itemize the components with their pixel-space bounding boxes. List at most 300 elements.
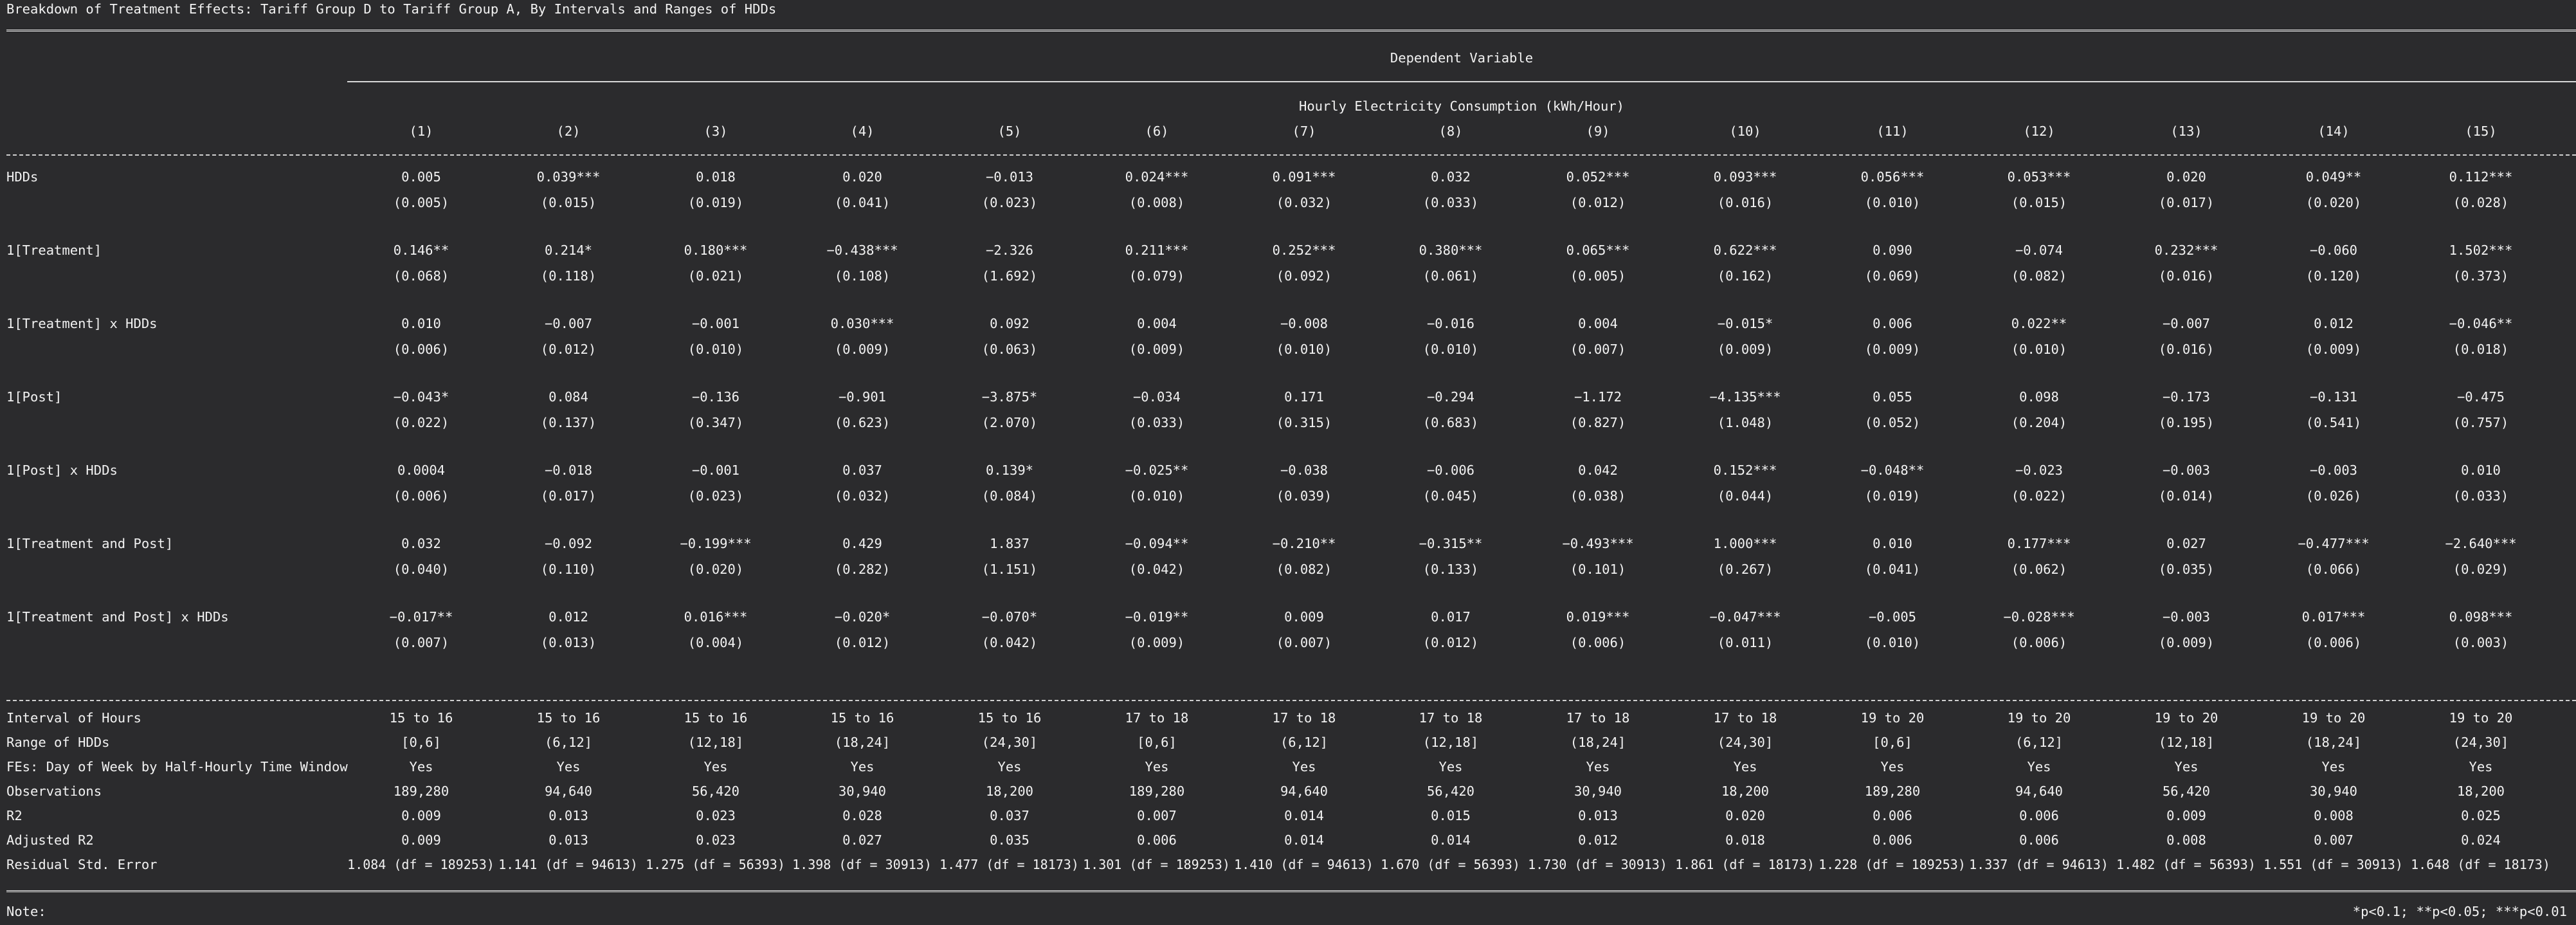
stat-value: 0.007 xyxy=(2314,832,2354,848)
stat-value: Yes xyxy=(1733,759,1757,774)
standard-error: (0.012) xyxy=(1422,635,1479,650)
coefficient-estimate: −0.060 xyxy=(2309,243,2358,258)
standard-error: (0.092) xyxy=(1276,268,1332,284)
standard-error: (0.044) xyxy=(1717,488,1773,504)
coefficient-estimate: −0.477*** xyxy=(2298,536,2370,551)
stat-value: 0.012 xyxy=(1578,832,1618,848)
coefficient-estimate: 0.010 xyxy=(2461,462,2501,478)
coefficient-estimate: 0.042 xyxy=(1578,462,1618,478)
standard-error: (0.541) xyxy=(2305,415,2362,430)
standard-error: (0.015) xyxy=(540,195,597,210)
coefficient-label: 1[Post] x HDDs xyxy=(6,462,118,478)
standard-error: (0.108) xyxy=(834,268,891,284)
stat-value: (18,24] xyxy=(1570,735,1626,750)
coefficient-estimate: 0.055 xyxy=(1873,389,1912,405)
standard-error: (0.009) xyxy=(2158,635,2215,650)
standard-error: (0.016) xyxy=(2158,268,2215,284)
standard-error: (0.018) xyxy=(2453,342,2509,357)
standard-error: (0.010) xyxy=(1422,342,1479,357)
standard-error: (0.020) xyxy=(687,562,744,577)
residual-std-error-value: 1.670 (df = 56393) xyxy=(1381,857,1520,872)
stat-label: Observations xyxy=(6,783,102,799)
stat-value: 0.014 xyxy=(1284,808,1324,823)
coefficient-estimate: 0.139* xyxy=(985,462,1034,478)
stat-value: 17 to 18 xyxy=(1713,710,1777,726)
coefficient-estimate: −0.136 xyxy=(691,389,740,405)
coefficient-estimate: 0.098 xyxy=(2019,389,2059,405)
standard-error: (0.015) xyxy=(2011,195,2067,210)
stat-value: 94,640 xyxy=(544,783,593,799)
stat-value: Yes xyxy=(997,759,1022,774)
standard-error: (0.066) xyxy=(2305,562,2362,577)
standard-error: (0.267) xyxy=(1717,562,1773,577)
standard-error: (0.007) xyxy=(393,635,449,650)
residual-std-error-value: 1.141 (df = 94613) xyxy=(498,857,638,872)
stat-value: Yes xyxy=(1292,759,1316,774)
coefficient-estimate: 0.232*** xyxy=(2154,243,2218,258)
column-number: (4) xyxy=(850,124,875,139)
header-rule xyxy=(6,154,2576,156)
stats-rule xyxy=(6,700,2576,701)
stat-value: 94,640 xyxy=(1280,783,1329,799)
stat-label: Interval of Hours xyxy=(6,710,141,726)
coefficient-estimate: −0.003 xyxy=(2162,462,2211,478)
coefficient-estimate: −0.028*** xyxy=(2003,609,2075,625)
coefficient-estimate: −0.034 xyxy=(1132,389,1181,405)
standard-error: (0.009) xyxy=(1864,342,1921,357)
stat-value: (12,18] xyxy=(2158,735,2215,750)
coefficient-estimate: 0.0004 xyxy=(397,462,446,478)
standard-error: (0.033) xyxy=(2453,488,2509,504)
standard-error: (0.019) xyxy=(687,195,744,210)
coefficient-estimate: −0.901 xyxy=(838,389,887,405)
standard-error: (0.016) xyxy=(1717,195,1773,210)
coefficient-estimate: −0.315** xyxy=(1419,536,1483,551)
standard-error: (0.010) xyxy=(1129,488,1185,504)
coefficient-label: HDDs xyxy=(6,169,39,185)
stat-value: 0.013 xyxy=(549,808,588,823)
standard-error: (0.008) xyxy=(1129,195,1185,210)
standard-error: (0.007) xyxy=(1570,342,1626,357)
stat-value: 0.006 xyxy=(1137,832,1177,848)
coefficient-estimate: −3.875* xyxy=(981,389,1038,405)
coefficient-estimate: −0.015* xyxy=(1717,316,1773,331)
coefficient-estimate: 0.180*** xyxy=(684,243,748,258)
standard-error: (0.017) xyxy=(540,488,597,504)
dependent-variable-label: Dependent Variable xyxy=(1390,50,1534,66)
stat-value: 0.027 xyxy=(842,832,882,848)
coefficient-estimate: 0.622*** xyxy=(1713,243,1777,258)
standard-error: (0.068) xyxy=(393,268,449,284)
standard-error: (0.020) xyxy=(2305,195,2362,210)
stat-value: 18,200 xyxy=(1721,783,1770,799)
coefficient-estimate: −0.016 xyxy=(1426,316,1475,331)
stat-value: 94,640 xyxy=(2015,783,2064,799)
coefficient-estimate: −0.007 xyxy=(544,316,593,331)
stat-value: 0.006 xyxy=(2019,832,2059,848)
stat-value: 56,420 xyxy=(1426,783,1475,799)
coefficient-estimate: 0.380*** xyxy=(1419,243,1483,258)
standard-error: (0.022) xyxy=(393,415,449,430)
coefficient-estimate: 0.098*** xyxy=(2449,609,2513,625)
coefficient-estimate: −0.006 xyxy=(1426,462,1475,478)
stat-label: FEs: Day of Week by Half-Hourly Time Window xyxy=(6,759,348,774)
coefficient-estimate: 0.171 xyxy=(1284,389,1324,405)
coefficient-estimate: −0.008 xyxy=(1280,316,1329,331)
stat-value: 0.028 xyxy=(842,808,882,823)
residual-std-error-value: 1.301 (df = 189253) xyxy=(1083,857,1230,872)
stat-value: 0.020 xyxy=(1725,808,1765,823)
coefficient-estimate: 0.004 xyxy=(1137,316,1177,331)
coefficient-estimate: 0.049** xyxy=(2305,169,2362,185)
coefficient-estimate: −2.640*** xyxy=(2445,536,2517,551)
coefficient-estimate: −0.173 xyxy=(2162,389,2211,405)
stat-value: 0.007 xyxy=(1137,808,1177,823)
standard-error: (0.041) xyxy=(834,195,891,210)
standard-error: (1.692) xyxy=(981,268,1038,284)
column-number: (8) xyxy=(1438,124,1463,139)
standard-error: (0.006) xyxy=(393,342,449,357)
coefficient-estimate: 0.017*** xyxy=(2301,609,2366,625)
coefficient-estimate: −0.018 xyxy=(544,462,593,478)
standard-error: (0.022) xyxy=(2011,488,2067,504)
standard-error: (0.052) xyxy=(1864,415,1921,430)
standard-error: (0.011) xyxy=(1717,635,1773,650)
coefficient-estimate: 0.252*** xyxy=(1272,243,1336,258)
stat-value: [0,6] xyxy=(1873,735,1912,750)
coefficient-estimate: 0.010 xyxy=(401,316,441,331)
stat-value: (12,18] xyxy=(687,735,744,750)
stat-value: Yes xyxy=(1880,759,1905,774)
coefficient-estimate: −0.210** xyxy=(1272,536,1336,551)
coefficient-estimate: −0.019** xyxy=(1125,609,1189,625)
stat-value: 15 to 16 xyxy=(684,710,748,726)
stat-value: 19 to 20 xyxy=(2007,710,2071,726)
standard-error: (0.039) xyxy=(1276,488,1332,504)
standard-error: (0.006) xyxy=(1570,635,1626,650)
column-number: (15) xyxy=(2465,124,2497,139)
standard-error: (0.013) xyxy=(540,635,597,650)
standard-error: (0.683) xyxy=(1422,415,1479,430)
stat-value: 189,280 xyxy=(393,783,449,799)
coefficient-estimate: 0.429 xyxy=(842,536,882,551)
stat-value: 0.009 xyxy=(401,832,441,848)
coefficient-estimate: 0.152*** xyxy=(1713,462,1777,478)
stat-value: 0.008 xyxy=(2314,808,2354,823)
standard-error: (0.118) xyxy=(540,268,597,284)
standard-error: (0.069) xyxy=(1864,268,1921,284)
coefficient-estimate: 0.027 xyxy=(2166,536,2206,551)
stat-value: 19 to 20 xyxy=(2449,710,2513,726)
coefficient-estimate: 0.056*** xyxy=(1860,169,1925,185)
standard-error: (0.347) xyxy=(687,415,744,430)
standard-error: (2.070) xyxy=(981,415,1038,430)
standard-error: (0.084) xyxy=(981,488,1038,504)
standard-error: (0.195) xyxy=(2158,415,2215,430)
stat-value: 17 to 18 xyxy=(1125,710,1189,726)
standard-error: (0.373) xyxy=(2453,268,2509,284)
standard-error: (0.040) xyxy=(393,562,449,577)
coefficient-estimate: −0.199*** xyxy=(680,536,752,551)
stat-value: 0.006 xyxy=(1873,832,1912,848)
column-number: (2) xyxy=(556,124,581,139)
coefficient-label: 1[Treatment and Post] xyxy=(6,536,174,551)
standard-error: (0.120) xyxy=(2305,268,2362,284)
standard-error: (0.757) xyxy=(2453,415,2509,430)
coefficient-estimate: −0.131 xyxy=(2309,389,2358,405)
stat-value: 0.014 xyxy=(1284,832,1324,848)
stat-value: 19 to 20 xyxy=(1860,710,1925,726)
coefficient-estimate: 0.093*** xyxy=(1713,169,1777,185)
stat-value: 0.013 xyxy=(1578,808,1618,823)
standard-error: (0.042) xyxy=(1129,562,1185,577)
coefficient-estimate: 0.211*** xyxy=(1125,243,1189,258)
stat-value: 0.009 xyxy=(2166,808,2206,823)
stat-value: Yes xyxy=(850,759,875,774)
standard-error: (0.082) xyxy=(2011,268,2067,284)
stat-value: 17 to 18 xyxy=(1419,710,1483,726)
standard-error: (0.009) xyxy=(834,342,891,357)
coefficient-estimate: −0.007 xyxy=(2162,316,2211,331)
coefficient-estimate: 1.837 xyxy=(990,536,1029,551)
standard-error: (0.006) xyxy=(2011,635,2067,650)
standard-error: (0.006) xyxy=(393,488,449,504)
standard-error: (0.061) xyxy=(1422,268,1479,284)
coefficient-estimate: −0.038 xyxy=(1280,462,1329,478)
coefficient-estimate: 0.006 xyxy=(1873,316,1912,331)
stat-value: [0,6] xyxy=(1137,735,1177,750)
standard-error: (0.007) xyxy=(1276,635,1332,650)
standard-error: (0.063) xyxy=(981,342,1038,357)
stat-value: 0.014 xyxy=(1431,832,1471,848)
stat-value: Yes xyxy=(1145,759,1169,774)
stat-value: 0.024 xyxy=(2461,832,2501,848)
standard-error: (0.023) xyxy=(687,488,744,504)
stat-value: 15 to 16 xyxy=(830,710,894,726)
standard-error: (0.010) xyxy=(2011,342,2067,357)
stat-value: 0.023 xyxy=(696,832,736,848)
column-number: (3) xyxy=(703,124,728,139)
standard-error: (0.035) xyxy=(2158,562,2215,577)
standard-error: (0.010) xyxy=(1864,635,1921,650)
coefficient-estimate: −0.001 xyxy=(691,316,740,331)
coefficient-estimate: 1.000*** xyxy=(1713,536,1777,551)
stat-value: 0.025 xyxy=(2461,808,2501,823)
coefficient-estimate: 0.019*** xyxy=(1566,609,1630,625)
standard-error: (1.048) xyxy=(1717,415,1773,430)
standard-error: (0.012) xyxy=(1570,195,1626,210)
coefficient-estimate: −0.094** xyxy=(1125,536,1189,551)
column-number: (5) xyxy=(997,124,1022,139)
stat-value: 0.037 xyxy=(990,808,1029,823)
coefficient-estimate: −0.070* xyxy=(981,609,1038,625)
coefficient-estimate: −0.013 xyxy=(985,169,1034,185)
coefficient-label: 1[Treatment] x HDDs xyxy=(6,316,158,331)
stat-value: 0.008 xyxy=(2166,832,2206,848)
stat-value: 189,280 xyxy=(1129,783,1185,799)
standard-error: (0.028) xyxy=(2453,195,2509,210)
residual-std-error-value: 1.477 (df = 18173) xyxy=(939,857,1079,872)
stat-value: (24,30] xyxy=(981,735,1038,750)
standard-error: (0.079) xyxy=(1129,268,1185,284)
coefficient-estimate: −0.003 xyxy=(2309,462,2358,478)
coefficient-estimate: −4.135*** xyxy=(1709,389,1781,405)
standard-error: (0.033) xyxy=(1422,195,1479,210)
coefficient-estimate: −0.025** xyxy=(1125,462,1189,478)
standard-error: (0.005) xyxy=(1570,268,1626,284)
column-number: (14) xyxy=(2317,124,2350,139)
stat-value: 0.035 xyxy=(990,832,1029,848)
standard-error: (0.062) xyxy=(2011,562,2067,577)
stat-value: Yes xyxy=(409,759,433,774)
note-label: Note: xyxy=(6,904,46,919)
standard-error: (0.004) xyxy=(687,635,744,650)
standard-error: (0.032) xyxy=(1276,195,1332,210)
standard-error: (0.019) xyxy=(1864,488,1921,504)
standard-error: (0.045) xyxy=(1422,488,1479,504)
coefficient-estimate: −0.438*** xyxy=(826,243,898,258)
stat-value: 0.023 xyxy=(696,808,736,823)
standard-error: (0.023) xyxy=(981,195,1038,210)
stat-value: 56,420 xyxy=(2162,783,2211,799)
stat-value: Yes xyxy=(2321,759,2346,774)
coefficient-estimate: 0.004 xyxy=(1578,316,1618,331)
stat-value: Yes xyxy=(556,759,581,774)
stat-value: 0.013 xyxy=(549,832,588,848)
coefficient-estimate: −0.023 xyxy=(2015,462,2064,478)
standard-error: (0.009) xyxy=(2305,342,2362,357)
standard-error: (0.010) xyxy=(1276,342,1332,357)
coefficient-estimate: −0.020* xyxy=(834,609,891,625)
coefficient-estimate: 0.214* xyxy=(544,243,593,258)
stat-label: Range of HDDs xyxy=(6,735,110,750)
coefficient-estimate: −0.493*** xyxy=(1562,536,1634,551)
coefficient-estimate: 0.010 xyxy=(1873,536,1912,551)
standard-error: (0.017) xyxy=(2158,195,2215,210)
coefficient-estimate: 0.052*** xyxy=(1566,169,1630,185)
significance-note: *p<0.1; **p<0.05; ***p<0.01 xyxy=(2352,904,2567,919)
standard-error: (0.101) xyxy=(1570,562,1626,577)
stat-value: (18,24] xyxy=(834,735,891,750)
coefficient-estimate: −0.475 xyxy=(2456,389,2505,405)
standard-error: (0.029) xyxy=(2453,562,2509,577)
standard-error: (0.038) xyxy=(1570,488,1626,504)
stat-value: (24,30] xyxy=(1717,735,1773,750)
residual-std-error-value: 1.084 (df = 189253) xyxy=(347,857,494,872)
standard-error: (0.012) xyxy=(540,342,597,357)
coefficient-estimate: 0.020 xyxy=(2166,169,2206,185)
coefficient-estimate: −0.294 xyxy=(1426,389,1475,405)
stat-value: 18,200 xyxy=(2456,783,2505,799)
coefficient-estimate: −0.048** xyxy=(1860,462,1925,478)
coefficient-estimate: 0.053*** xyxy=(2007,169,2071,185)
stat-value: 17 to 18 xyxy=(1566,710,1630,726)
stat-value: Yes xyxy=(1438,759,1463,774)
stat-value: (12,18] xyxy=(1422,735,1479,750)
stat-value: Yes xyxy=(2174,759,2199,774)
coefficient-estimate: −0.017** xyxy=(389,609,453,625)
coefficient-estimate: −2.326 xyxy=(985,243,1034,258)
coefficient-estimate: 0.030*** xyxy=(830,316,894,331)
coefficient-estimate: 0.012 xyxy=(549,609,588,625)
column-number: (10) xyxy=(1729,124,1761,139)
coefficient-estimate: −0.003 xyxy=(2162,609,2211,625)
stat-value: (6,12] xyxy=(544,735,593,750)
standard-error: (0.133) xyxy=(1422,562,1479,577)
residual-std-error-value: 1.275 (df = 56393) xyxy=(646,857,785,872)
coefficient-estimate: −0.074 xyxy=(2015,243,2064,258)
coefficient-estimate: 0.092 xyxy=(990,316,1029,331)
bottom-double-rule xyxy=(6,890,2576,892)
column-numbers-row xyxy=(0,124,2576,140)
coefficient-estimate: 0.009 xyxy=(1284,609,1324,625)
stat-value: 18,200 xyxy=(985,783,1034,799)
standard-error: (0.282) xyxy=(834,562,891,577)
standard-error: (0.014) xyxy=(2158,488,2215,504)
stat-value: 30,940 xyxy=(2309,783,2358,799)
standard-error: (0.005) xyxy=(393,195,449,210)
coefficient-estimate: 0.012 xyxy=(2314,316,2354,331)
coefficient-estimate: 0.020 xyxy=(842,169,882,185)
stat-value: 15 to 16 xyxy=(977,710,1042,726)
column-number: (6) xyxy=(1145,124,1169,139)
standard-error: (0.009) xyxy=(1129,635,1185,650)
stat-value: 0.009 xyxy=(401,808,441,823)
table-title: Breakdown of Treatment Effects: Tariff Group D to Tariff Group A, By Intervals and Ranges of HDDs xyxy=(6,1,777,17)
stat-value: 15 to 16 xyxy=(389,710,453,726)
standard-error: (0.009) xyxy=(1129,342,1185,357)
standard-error: (0.021) xyxy=(687,268,744,284)
residual-std-error-value: 1.337 (df = 94613) xyxy=(1969,857,2109,872)
stat-value: 30,940 xyxy=(1574,783,1622,799)
residual-std-error-value: 1.398 (df = 30913) xyxy=(792,857,932,872)
coefficient-estimate: −1.172 xyxy=(1574,389,1622,405)
coefficient-estimate: 0.017 xyxy=(1431,609,1471,625)
coefficient-label: 1[Treatment] xyxy=(6,243,102,258)
stat-value: 15 to 16 xyxy=(536,710,601,726)
column-number: (9) xyxy=(1586,124,1610,139)
standard-error: (0.623) xyxy=(834,415,891,430)
coefficient-estimate: 0.146** xyxy=(393,243,449,258)
column-number: (13) xyxy=(2170,124,2202,139)
coefficient-estimate: −0.001 xyxy=(691,462,740,478)
standard-error: (0.042) xyxy=(981,635,1038,650)
coefficient-estimate: −0.092 xyxy=(544,536,593,551)
standard-error: (0.204) xyxy=(2011,415,2067,430)
standard-error: (0.137) xyxy=(540,415,597,430)
coefficient-estimate: 0.005 xyxy=(401,169,441,185)
coefficient-estimate: 0.032 xyxy=(1431,169,1471,185)
coefficient-estimate: 1.502*** xyxy=(2449,243,2513,258)
standard-error: (0.041) xyxy=(1864,562,1921,577)
stat-value: 19 to 20 xyxy=(2154,710,2218,726)
dependent-variable-rule xyxy=(347,81,2576,82)
coefficient-estimate: 0.032 xyxy=(401,536,441,551)
standard-error: (0.009) xyxy=(1717,342,1773,357)
stat-value: [0,6] xyxy=(401,735,441,750)
residual-std-error-value: 1.228 (df = 189253) xyxy=(1819,857,1966,872)
stat-value: 0.006 xyxy=(1873,808,1912,823)
coefficient-estimate: −0.043* xyxy=(393,389,449,405)
column-number: (7) xyxy=(1292,124,1316,139)
standard-error: (0.315) xyxy=(1276,415,1332,430)
coefficient-estimate: 0.024*** xyxy=(1125,169,1189,185)
stat-value: 0.018 xyxy=(1725,832,1765,848)
stat-value: (6,12] xyxy=(2015,735,2064,750)
residual-std-error-value: 1.730 (df = 30913) xyxy=(1528,857,1667,872)
column-number: (11) xyxy=(1876,124,1909,139)
standard-error: (0.026) xyxy=(2305,488,2362,504)
